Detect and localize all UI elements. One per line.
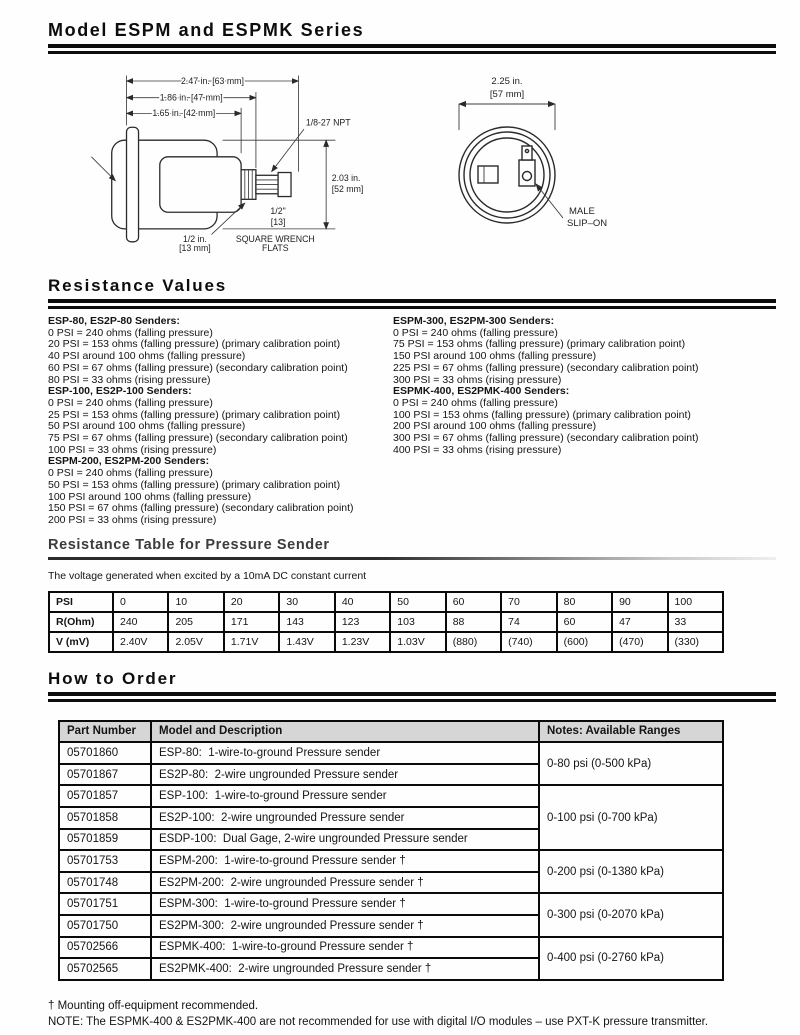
- connector-label-2: SLIP–ON: [567, 218, 608, 229]
- resistance-value-cell: 60: [557, 612, 612, 632]
- available-range-cell: 0-400 psi (0-2760 kPa): [539, 937, 723, 980]
- dim-wrench-mm: [13 mm]: [179, 243, 211, 253]
- order-table-header-row: [59, 721, 723, 743]
- model-description-cell: ESDP-100: Dual Gage, 2-wire ungrounded Pressure sender: [151, 829, 539, 851]
- thread-spec-label: 1/8-27 NPT: [305, 117, 351, 128]
- model-description-cell: ESP-100: 1-wire-to-ground Pressure sender: [151, 785, 539, 807]
- resistance-value-cell: 74: [501, 612, 556, 632]
- sender-spec-block: [48, 386, 393, 456]
- sender-spec-line: 100 PSI = 33 ohms (rising pressure): [48, 443, 217, 456]
- sender-spec-line: 0 PSI = 240 ohms (falling pressure): [48, 396, 213, 409]
- resistance-value-cell: 240: [113, 612, 168, 632]
- resistance-table-row: [49, 592, 723, 612]
- resistance-value-cell: 1.23V: [335, 632, 390, 652]
- order-table-row: [59, 893, 723, 915]
- row-header-cell: PSI: [49, 592, 113, 612]
- model-description-cell: ESPM-300: 1-wire-to-ground Pressure sender †: [151, 893, 539, 915]
- resistance-value-cell: 1.43V: [279, 632, 334, 652]
- col-header-part-number: Part Number: [59, 721, 151, 743]
- part-number-cell: 05701860: [59, 742, 151, 764]
- how-to-order-heading: How to Order: [48, 668, 178, 688]
- part-number-cell: 05702566: [59, 937, 151, 959]
- resistance-value-cell: 47: [612, 612, 667, 632]
- resistance-values-heading: Resistance Values: [48, 276, 227, 295]
- resistance-value-cell: 171: [224, 612, 279, 632]
- sender-spec-line: 40 PSI around 100 ohms (falling pressure): [48, 350, 246, 363]
- resistance-value-cell: (740): [501, 632, 556, 652]
- sender-spec-line: 150 PSI around 100 ohms (falling pressure): [393, 350, 597, 363]
- available-range-cell: 0-200 psi (0-1380 kPa): [539, 850, 723, 893]
- model-description-cell: ES2P-80: 2-wire ungrounded Pressure sender: [151, 764, 539, 786]
- sender-spec-title: ESPM-300, ES2PM-300 Senders:: [393, 315, 555, 327]
- resistance-value-cell: 50: [390, 592, 445, 612]
- row-header-cell: V (mV): [49, 632, 113, 652]
- sender-spec-line: 300 PSI = 33 ohms (rising pressure): [393, 373, 562, 386]
- dagger-footnote: † Mounting off-equipment recommended.: [48, 999, 259, 1012]
- resistance-value-cell: 123: [335, 612, 390, 632]
- wrench-flats-label-2: FLATS: [261, 243, 289, 253]
- sender-spec-block: [48, 456, 393, 526]
- dim-half-inch-mm: [13]: [270, 217, 286, 228]
- resistance-value-cell: 20: [224, 592, 279, 612]
- sender-spec-line: 0 PSI = 240 ohms (falling pressure): [393, 326, 558, 339]
- resistance-value-cell: 205: [168, 612, 223, 632]
- resistance-value-cell: 80: [557, 592, 612, 612]
- resistance-value-cell: (470): [612, 632, 667, 652]
- resistance-value-cell: 1.71V: [224, 632, 279, 652]
- part-number-cell: 05701751: [59, 893, 151, 915]
- sender-spec-line: 100 PSI = 153 ohms (falling pressure) (primary calibration point): [393, 408, 691, 421]
- resistance-value-cell: 30: [279, 592, 334, 612]
- resistance-value-cell: (330): [668, 632, 723, 652]
- how-to-order-rule: [48, 692, 776, 702]
- dim-diameter-in: 2.25 in.: [491, 76, 523, 87]
- resistance-table-subtitle: The voltage generated when excited by a 10mA DC constant current: [48, 569, 367, 582]
- dim-inner-width: 1.65 in. [42 mm]: [152, 108, 216, 119]
- part-number-cell: 05701867: [59, 764, 151, 786]
- resistance-value-cell: 1.03V: [390, 632, 445, 652]
- part-number-cell: 05701750: [59, 915, 151, 937]
- sender-spec-block: [48, 316, 393, 386]
- available-range-cell: 0-300 psi (0-2070 kPa): [539, 893, 723, 936]
- sender-spec-title: ESPM-200, ES2PM-200 Senders:: [48, 455, 210, 468]
- resistance-value-cell: 100: [668, 592, 723, 612]
- model-description-cell: ES2PM-300: 2-wire ungrounded Pressure sender †: [151, 915, 539, 937]
- model-description-cell: ESPMK-400: 1-wire-to-ground Pressure sender †: [151, 937, 539, 959]
- resistance-values-left-column: [48, 316, 393, 527]
- resistance-value-cell: 40: [335, 592, 390, 612]
- resistance-value-cell: 2.40V: [113, 632, 168, 652]
- part-number-cell: 05701857: [59, 785, 151, 807]
- resistance-table-row: [49, 612, 723, 632]
- hex-body: [160, 157, 241, 212]
- available-range-cell: 0-100 psi (0-700 kPa): [539, 785, 723, 850]
- dim-mid-width: 1.86 in. [47 mm]: [159, 92, 223, 103]
- resistance-value-cell: 33: [668, 612, 723, 632]
- part-number-cell: 05701748: [59, 872, 151, 894]
- sender-spec-block: [393, 316, 776, 386]
- col-header-notes-ranges: Notes: Available Ranges: [539, 721, 723, 743]
- dim-height-mm: [52 mm]: [331, 183, 364, 194]
- model-description-cell: ES2P-100: 2-wire ungrounded Pressure sender: [151, 807, 539, 829]
- sender-spec-line: 300 PSI = 67 ohms (falling pressure) (secondary calibration point): [393, 432, 699, 445]
- sender-spec-line: 75 PSI = 153 ohms (falling pressure) (primary calibration point): [393, 338, 686, 351]
- part-number-cell: 05702565: [59, 958, 151, 980]
- resistance-values-rule: [48, 299, 776, 309]
- model-description-cell: ES2PMK-400: 2-wire ungrounded Pressure sender †: [151, 958, 539, 980]
- resistance-value-cell: (880): [446, 632, 501, 652]
- available-range-cell: 0-80 psi (0-500 kPa): [539, 742, 723, 785]
- dim-height-in: 2.03 in.: [331, 172, 361, 183]
- order-table-row: [59, 850, 723, 872]
- resistance-value-cell: 0: [113, 592, 168, 612]
- resistance-value-cell: 2.05V: [168, 632, 223, 652]
- resistance-value-cell: 90: [612, 592, 667, 612]
- sender-spec-title: ESP-100, ES2P-100 Senders:: [48, 385, 192, 398]
- resistance-value-cell: 88: [446, 612, 501, 632]
- resistance-value-cell: 70: [501, 592, 556, 612]
- col-header-model-description: Model and Description: [151, 721, 539, 743]
- model-description-cell: ESPM-200: 1-wire-to-ground Pressure sender †: [151, 850, 539, 872]
- page-title: Model ESPM and ESPMK Series: [48, 20, 365, 40]
- sender-spec-line: 25 PSI = 153 ohms (falling pressure) (primary calibration point): [48, 408, 341, 421]
- technical-drawings: [84, 68, 776, 270]
- sender-spec-line: 150 PSI = 67 ohms (falling pressure) (secondary calibration point): [48, 502, 354, 515]
- mounting-flange: [127, 127, 139, 242]
- sender-spec-title: ESPMK-400, ES2PMK-400 Senders:: [393, 385, 570, 398]
- sender-spec-line: 0 PSI = 240 ohms (falling pressure): [48, 467, 213, 480]
- bezel-outer-ring: [459, 127, 555, 223]
- stud-connector: [478, 166, 498, 183]
- dim-wrench-in: 1/2 in.: [182, 233, 207, 244]
- title-rule: [48, 44, 776, 54]
- dim-half-inch: 1/2": [270, 206, 286, 217]
- sender-spec-title: ESP-80, ES2P-80 Senders:: [48, 315, 180, 327]
- sender-spec-line: 20 PSI = 153 ohms (falling pressure) (primary calibration point): [48, 338, 341, 351]
- sender-spec-line: 0 PSI = 240 ohms (falling pressure): [393, 396, 558, 409]
- front-view-drawing: [445, 68, 663, 268]
- order-table-row: [59, 742, 723, 764]
- resistance-values-columns: [48, 316, 776, 527]
- resistance-values-right-column: [393, 316, 776, 527]
- part-number-cell: 05701859: [59, 829, 151, 851]
- sender-spec-line: 75 PSI = 67 ohms (falling pressure) (secondary calibration point): [48, 432, 348, 445]
- resistance-table-rule: [48, 557, 776, 560]
- wrench-flats-label-1: SQUARE WRENCH: [235, 233, 315, 244]
- part-number-cell: 05701858: [59, 807, 151, 829]
- resistance-value-cell: 143: [279, 612, 334, 632]
- resistance-value-cell: (600): [557, 632, 612, 652]
- order-table-row: [59, 785, 723, 807]
- sender-spec-line: 100 PSI around 100 ohms (falling pressure): [48, 490, 252, 503]
- resistance-table-heading: Resistance Table for Pressure Sender: [48, 536, 330, 553]
- resistance-table-row: [49, 632, 723, 652]
- terminal-housing: [519, 160, 535, 186]
- connector-label-1: MALE: [569, 206, 595, 217]
- model-description-cell: ES2PM-200: 2-wire ungrounded Pressure sender †: [151, 872, 539, 894]
- sender-spec-line: 400 PSI = 33 ohms (rising pressure): [393, 443, 562, 456]
- sender-spec-line: 60 PSI = 67 ohms (falling pressure) (secondary calibration point): [48, 361, 348, 374]
- sender-spec-line: 200 PSI around 100 ohms (falling pressure): [393, 420, 597, 433]
- sender-spec-line: 80 PSI = 33 ohms (rising pressure): [48, 373, 211, 386]
- sender-spec-line: 50 PSI = 153 ohms (falling pressure) (primary calibration point): [48, 478, 341, 491]
- part-number-cell: 05701753: [59, 850, 151, 872]
- bezel-middle-ring: [464, 132, 550, 218]
- sender-spec-line: 225 PSI = 67 ohms (falling pressure) (secondary calibration point): [393, 361, 699, 374]
- side-view-drawing: [84, 68, 389, 253]
- resistance-value-cell: 103: [390, 612, 445, 632]
- model-description-cell: ESP-80: 1-wire-to-ground Pressure sender: [151, 742, 539, 764]
- stud-tip: [278, 173, 291, 197]
- sender-spec-line: 0 PSI = 240 ohms (falling pressure): [48, 326, 213, 339]
- sender-spec-line: 50 PSI around 100 ohms (falling pressure): [48, 420, 246, 433]
- sender-spec-line: 200 PSI = 33 ohms (rising pressure): [48, 513, 217, 526]
- dim-overall-width: 2.47 in. [63 mm]: [181, 75, 244, 86]
- resistance-value-cell: 10: [168, 592, 223, 612]
- row-header-cell: R(Ohm): [49, 612, 113, 632]
- order-table-row: [59, 937, 723, 959]
- resistance-table: [48, 591, 724, 653]
- footnotes: [48, 998, 776, 1030]
- resistance-value-cell: 60: [446, 592, 501, 612]
- sender-spec-block: [393, 386, 776, 456]
- order-table: [58, 720, 724, 981]
- compatibility-note: NOTE: The ESPMK-400 & ES2PMK-400 are not recommended for use with digital I/O modules – use PXT-K pressure transmitter.: [48, 1015, 709, 1028]
- dim-diameter-mm: [57 mm]: [489, 89, 525, 100]
